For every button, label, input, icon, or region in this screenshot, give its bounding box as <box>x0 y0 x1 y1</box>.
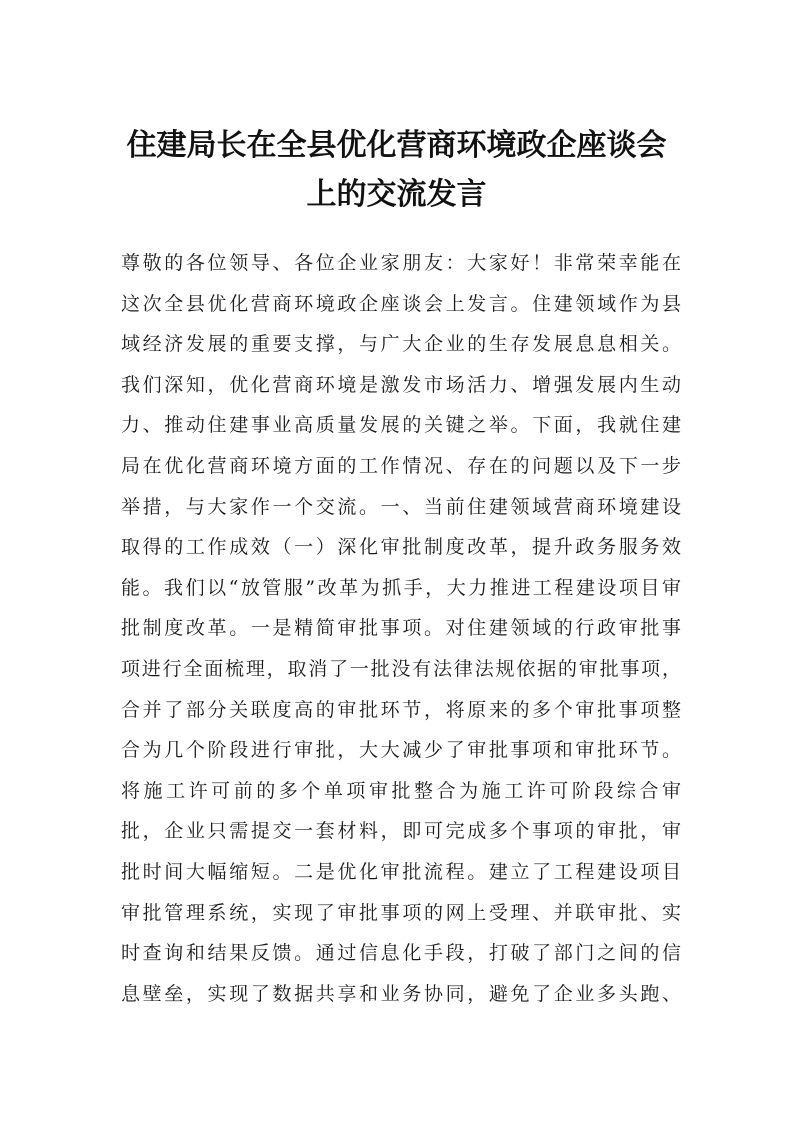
body-line: 这次全县优化营商环境政企座谈会上发言。住建领域作为县 <box>121 292 681 315</box>
body-line: 批制度改革。一是精简审批事项。对住建领域的行政审批事 <box>121 617 681 640</box>
body-line: 息壁垒，实现了数据共享和业务协同，避免了企业多头跑、 <box>121 982 681 1005</box>
body-line: 举措，与大家作一个交流。一、当前住建领域营商环境建设 <box>121 495 681 518</box>
body-line: 将施工许可前的多个单项审批整合为施工许可阶段综合审 <box>121 779 681 802</box>
body-line: 能。我们以“放管服”改革为抓手，大力推进工程建设项目审 <box>121 576 681 599</box>
body-line: 审批管理系统，实现了审批事项的网上受理、并联审批、实 <box>121 901 681 924</box>
body-line: 批，企业只需提交一套材料，即可完成多个事项的审批，审 <box>121 820 681 843</box>
body-line: 力、推动住建事业高质量发展的关键之举。下面，我就住建 <box>121 414 681 437</box>
body-line: 局在优化营商环境方面的工作情况、存在的问题以及下一步 <box>121 454 681 477</box>
body-line: 我们深知，优化营商环境是激发市场活力、增强发展内生动 <box>121 373 681 396</box>
body-line: 尊敬的各位领导、各位企业家朋友：大家好！非常荣幸能在 <box>121 252 681 274</box>
document-title-line-2: 上的交流发言 <box>306 177 487 212</box>
body-line: 项进行全面梳理，取消了一批没有法律法规依据的审批事项， <box>121 657 681 680</box>
body-line: 时查询和结果反馈。通过信息化手段，打破了部门之间的信 <box>121 942 681 965</box>
document-body <box>121 243 681 1014</box>
document-title-line-1: 住建局长在全县优化营商环境政企座谈会 <box>126 128 667 163</box>
body-line: 合并了部分关联度高的审批环节，将原来的多个审批事项整 <box>121 698 681 721</box>
body-line: 取得的工作成效（一）深化审批制度改革，提升政务服务效 <box>121 536 681 559</box>
body-line: 合为几个阶段进行审批，大大减少了审批事项和审批环节。 <box>121 739 681 762</box>
body-line: 域经济发展的重要支撑，与广大企业的生存发展息息相关。 <box>121 333 681 356</box>
body-line: 批时间大幅缩短。二是优化审批流程。建立了工程建设项目 <box>121 860 681 883</box>
